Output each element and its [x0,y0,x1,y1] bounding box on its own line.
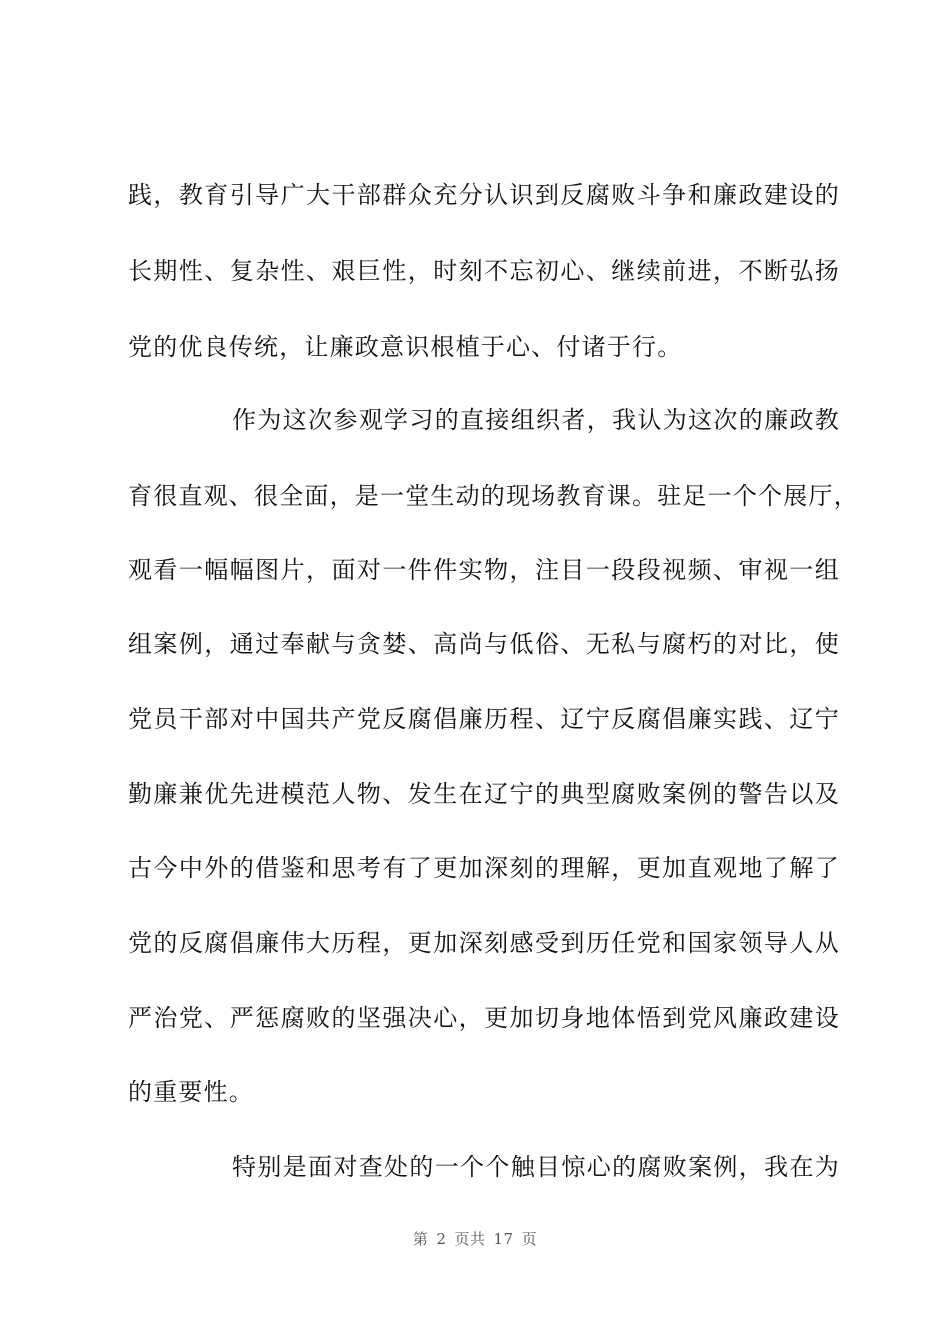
footer-total-pages: 17 [493,1230,514,1248]
footer-suffix: 页 [521,1230,538,1248]
footer-page-number: 2 [436,1230,447,1248]
page-footer [0,1228,950,1249]
text-line: 古今中外的借鉴和思考有了更加深刻的理解，更加直观地了解了 [128,854,840,882]
footer-middle: 页共 [454,1230,486,1248]
footer-prefix: 第 [412,1230,429,1248]
text-line: 特别是面对查处的一个个触目惊心的腐败案例，我在为 [232,1153,840,1181]
text-line: 育很直观、很全面，是一堂生动的现场教育课。驻足一个个展厅， [128,482,859,510]
text-line: 组案例，通过奉献与贪婪、高尚与低俗、无私与腐朽的对比，使 [128,630,840,658]
text-line: 严治党、严惩腐败的坚强决心，更加切身地体悟到党风廉政建设 [128,1004,840,1032]
text-line: 作为这次参观学习的直接组织者，我认为这次的廉政教 [232,406,840,434]
text-line: 勤廉兼优先进模范人物、发生在辽宁的典型腐败案例的警告以及 [128,780,840,808]
text-line: 党的反腐倡廉伟大历程，更加深刻感受到历任党和国家领导人从 [128,929,840,957]
text-line: 的重要性。 [128,1078,254,1106]
text-line: 践，教育引导广大干部群众充分认识到反腐败斗争和廉政建设的 [128,181,840,209]
text-line: 党员干部对中国共产党反腐倡廉历程、辽宁反腐倡廉实践、辽宁 [128,705,840,733]
text-line: 党的优良传统，让廉政意识根植于心、付诸于行。 [128,333,683,361]
text-line: 长期性、复杂性、艰巨性，时刻不忘初心、继续前进，不断弘扬 [128,257,840,285]
text-line: 观看一幅幅图片，面对一件件实物，注目一段段视频、审视一组 [128,556,840,584]
